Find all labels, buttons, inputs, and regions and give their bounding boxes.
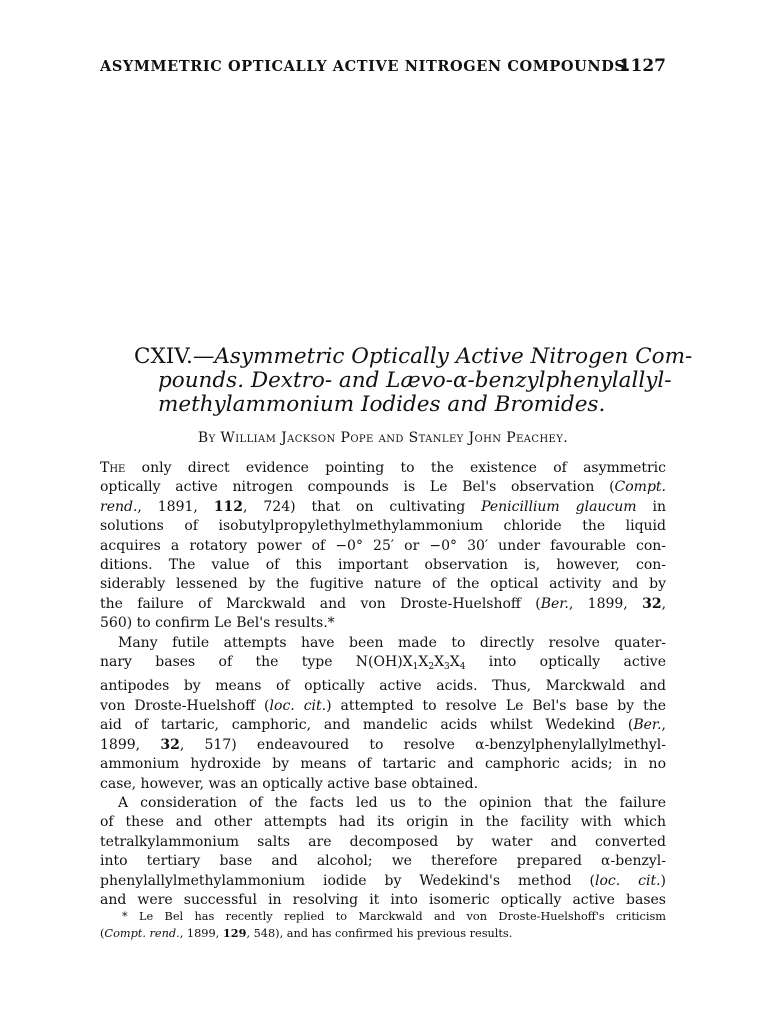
text-line: ditions. The value of this important observation is, however, con-	[100, 557, 666, 574]
text-line: and were successful in resolving it into isomeric optically active bases	[100, 891, 666, 908]
text-line: tetralkylammonium salts are decomposed by water and converted	[100, 833, 666, 850]
title-line-2: pounds. Dextro- and Lævo-α-benzylphenylallyl-	[158, 368, 672, 393]
text-line: A consideration of the facts led us to the opinion that the failure	[118, 794, 666, 811]
text-line: into tertiary base and alcohol; we therefore prepared α-benzyl-	[100, 853, 666, 870]
byline: By William Jackson Pope and Stanley John Peachey.	[197, 430, 569, 446]
footnote-line: * Le Bel has recently replied to Marckwald and von Droste-Huelshoff's criticism	[122, 910, 666, 923]
opening-word: The	[100, 460, 126, 476]
text-line: case, however, was an optically active base obtained.	[100, 775, 479, 792]
article-number: CXIV.	[134, 344, 193, 369]
text-line: von Droste-Huelshoff (loc. cit.) attempted to resolve Le Bel's base by the	[100, 697, 667, 714]
title-line-3: methylammonium Iodides and Bromides.	[158, 392, 606, 417]
footnote	[100, 908, 666, 942]
running-head-title: ASYMMETRIC OPTICALLY ACTIVE NITROGEN COMPOUNDS.	[100, 58, 631, 75]
text-line: of these and other attempts had its origin in the facility with which	[100, 814, 666, 831]
running-head	[100, 58, 666, 75]
text-line: the failure of Marckwald and von Droste-Huelshoff (Ber., 1899, 32,	[100, 595, 667, 612]
volume-number: 112	[213, 498, 244, 515]
text-line: ammonium hydroxide by means of tartaric and camphoric acids; in no	[100, 756, 666, 773]
volume-number: 129	[222, 926, 247, 940]
text-line: optically active nitrogen compounds is Le Bel's observation (Compt.	[100, 479, 666, 496]
text-line: solutions of isobutylpropylethylmethylammonium chloride the liquid	[100, 518, 666, 535]
species-name: Penicillium glaucum	[481, 498, 637, 515]
article-title	[134, 344, 693, 417]
text-line: Many futile attempts have been made to directly resolve quater-	[118, 634, 666, 651]
text-line: antipodes by means of optically active acids. Thus, Marckwald and	[100, 678, 666, 695]
text-line: nary bases of the type $N(OH)X_1X_2X_3X_4$ into optically active	[100, 654, 666, 673]
text-line: acquires a rotatory power of −0° 25′ or −0° 30′ under favourable con-	[100, 537, 666, 554]
text-line: 1899, 32, 517) endeavoured to resolve α-benzylphenylallylmethyl-	[100, 736, 667, 753]
text-line: rend., 1891, 112, 724) that on cultivating Penicillium glaucum in	[100, 498, 666, 515]
em-dash: —	[192, 344, 215, 369]
volume-number: 32	[642, 595, 662, 612]
text-line: 560) to confirm Le Bel's results.*	[100, 615, 335, 632]
title-line-1: Asymmetric Optically Active Nitrogen Com-	[214, 344, 693, 369]
text-line: phenylallylmethylammonium iodide by Wedekind's method (loc. cit.)	[100, 872, 666, 889]
body-text	[100, 459, 666, 910]
footnote-line: (Compt. rend., 1899, 129, 548), and has confirmed his previous results.	[100, 926, 513, 940]
page-number: 1127	[618, 56, 666, 76]
text-line: aid of tartaric, camphoric, and mandelic acids whilst Wedekind (Ber.,	[100, 717, 666, 734]
text-line: The only direct evidence pointing to the existence of asymmetric	[100, 460, 666, 476]
citation-journal: Compt.	[614, 479, 666, 496]
text-line: siderably lessened by the fugitive nature of the optical activity and by	[100, 576, 666, 593]
volume-number: 32	[160, 736, 180, 753]
